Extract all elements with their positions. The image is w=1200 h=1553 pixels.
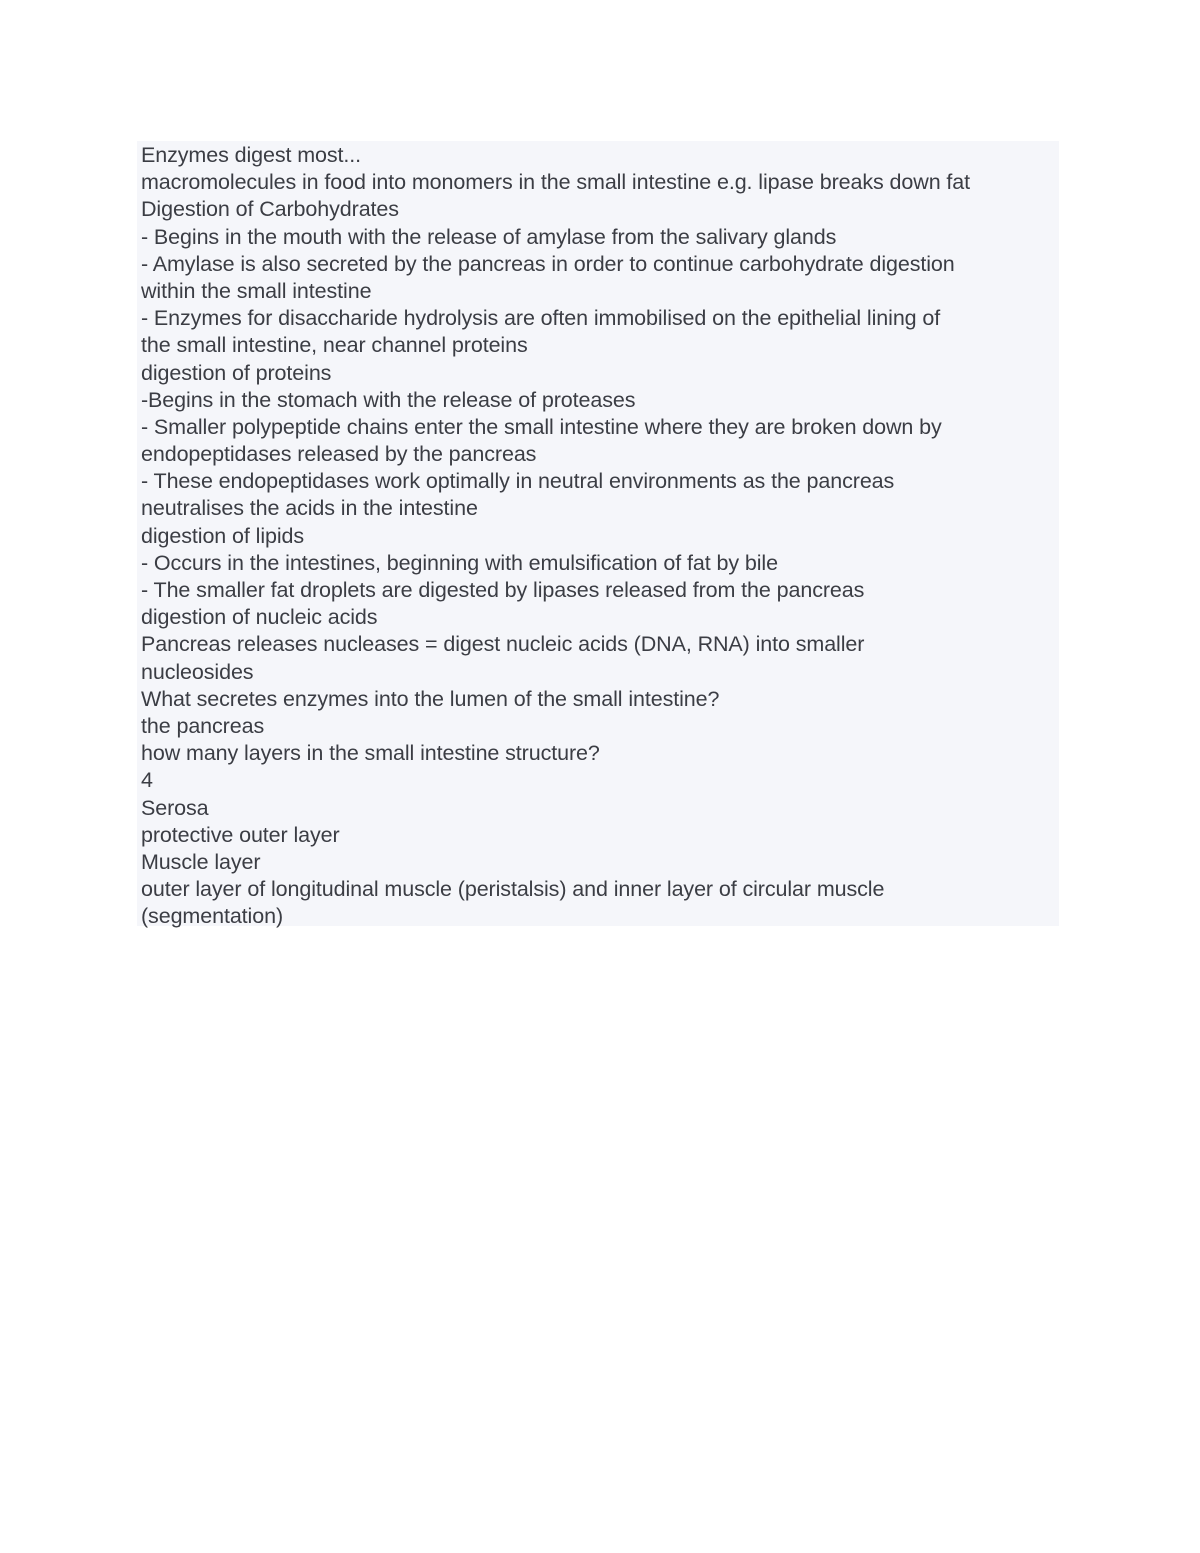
text-line: digestion of nucleic acids bbox=[141, 605, 378, 630]
text-line: neutralises the acids in the intestine bbox=[141, 496, 478, 521]
text-line: how many layers in the small intestine structure? bbox=[141, 741, 600, 766]
flashcard-text-block bbox=[137, 141, 1059, 929]
text-line: Enzymes digest most... bbox=[141, 143, 362, 167]
text-line: macromolecules in food into monomers in the small intestine e.g. lipase breaks down fat bbox=[141, 170, 971, 195]
text-line: - Occurs in the intestines, beginning with emulsification of fat by bile bbox=[141, 550, 778, 575]
text-line: digestion of lipids bbox=[141, 523, 305, 548]
text-line: protective outer layer bbox=[141, 822, 340, 847]
text-line: endopeptidases released by the pancreas bbox=[141, 442, 537, 467]
text-line: nucleosides bbox=[141, 659, 254, 684]
text-line: Pancreas releases nucleases = digest nucleic acids (DNA, RNA) into smaller bbox=[141, 632, 865, 657]
text-line: outer layer of longitudinal muscle (peristalsis) and inner layer of circular muscle bbox=[141, 877, 885, 902]
text-line: within the small intestine bbox=[141, 278, 372, 303]
text-line: -Begins in the stomach with the release of proteases bbox=[141, 387, 636, 412]
text-line: Digestion of Carbohydrates bbox=[141, 197, 399, 222]
text-line: - The smaller fat droplets are digested by lipases released from the pancreas bbox=[141, 578, 865, 602]
text-line: the small intestine, near channel proteins bbox=[141, 333, 528, 358]
text-line: - Enzymes for disaccharide hydrolysis are often immobilised on the epithelial lining of bbox=[141, 306, 941, 331]
text-line: - Begins in the mouth with the release of amylase from the salivary glands bbox=[141, 224, 837, 249]
text-line: the pancreas bbox=[141, 713, 265, 738]
text-line: (segmentation) bbox=[141, 904, 284, 929]
text-line: What secretes enzymes into the lumen of the small intestine? bbox=[141, 686, 720, 711]
text-line: 4 bbox=[141, 768, 153, 793]
text-line: Muscle layer bbox=[141, 849, 261, 874]
text-line: Serosa bbox=[141, 795, 209, 820]
text-line: - These endopeptidases work optimally in neutral environments as the pancreas bbox=[141, 469, 895, 494]
text-line: - Amylase is also secreted by the pancreas in order to continue carbohydrate digestion bbox=[141, 251, 955, 276]
text-line: digestion of proteins bbox=[141, 360, 332, 385]
text-line: - Smaller polypeptide chains enter the small intestine where they are broken down by bbox=[141, 414, 942, 439]
